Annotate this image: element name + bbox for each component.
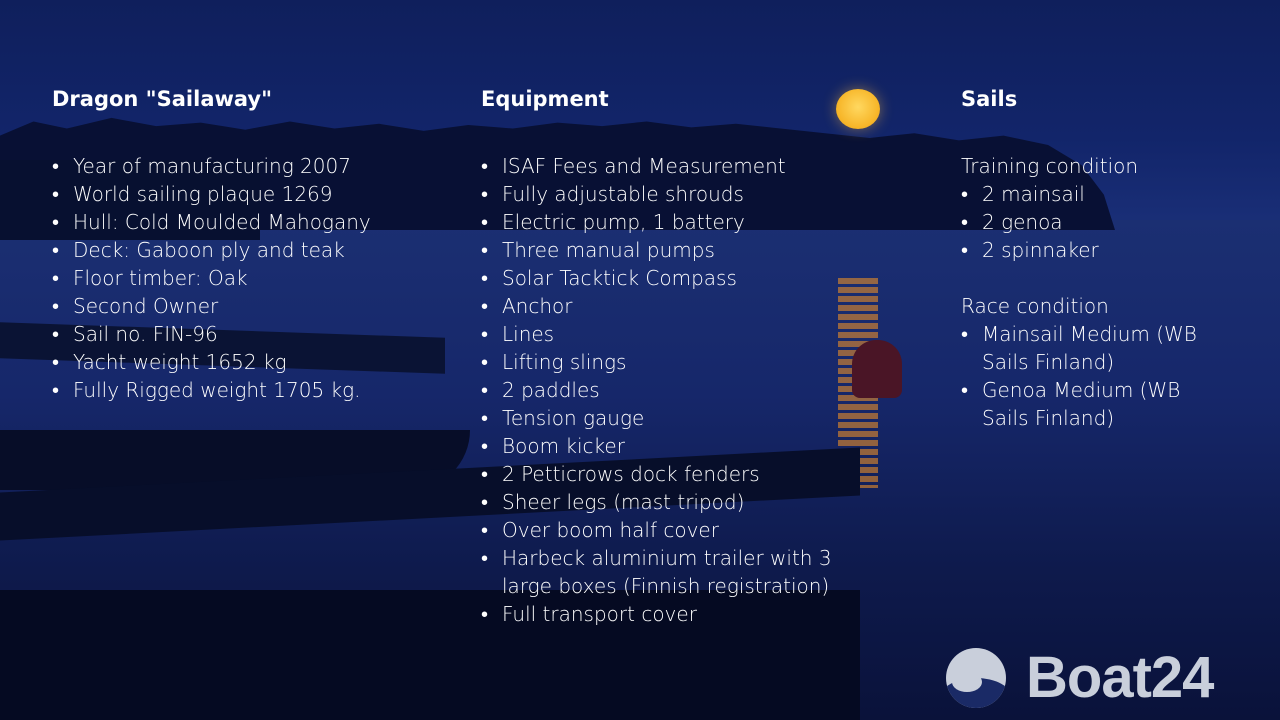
boat-name-heading: Dragon "Sailaway" xyxy=(52,87,273,111)
training-sails-list xyxy=(961,180,1241,264)
boat-details-column xyxy=(52,86,452,404)
list-item: • Three manual pumps xyxy=(481,236,881,264)
sails-heading: Sails xyxy=(961,87,1018,111)
list-item: • ISAF Fees and Measurement xyxy=(481,152,881,180)
race-condition-label: Race condition xyxy=(961,294,1109,318)
list-item: • Hull: Cold Moulded Mahogany xyxy=(52,208,452,236)
list-item: • 2 spinnaker xyxy=(961,236,1241,264)
list-item: • Lifting slings xyxy=(481,348,881,376)
wave-logo-icon xyxy=(946,648,1006,708)
list-item: • Genoa Medium (WB Sails Finland) xyxy=(961,376,1212,432)
list-item: • Lines xyxy=(481,320,881,348)
list-item: • Full transport cover xyxy=(481,600,881,628)
boat-details-list xyxy=(52,152,452,404)
race-sails-list xyxy=(961,320,1241,432)
list-item: • Tension gauge xyxy=(481,404,881,432)
list-item: • 2 genoa xyxy=(961,208,1241,236)
list-item: • Harbeck aluminium trailer with 3 large boxes (Finnish registration) xyxy=(481,544,832,600)
sails-column xyxy=(961,86,1241,432)
list-item: • 2 Petticrows dock fenders xyxy=(481,460,881,488)
training-condition-label: Training condition xyxy=(961,154,1139,178)
list-item: • Electric pump, 1 battery xyxy=(481,208,881,236)
list-item: • 2 mainsail xyxy=(961,180,1241,208)
list-item: • World sailing plaque 1269 xyxy=(52,180,452,208)
list-item: • 2 paddles xyxy=(481,376,881,404)
list-item: • Second Owner xyxy=(52,292,452,320)
list-item: • Fully Rigged weight 1705 kg. xyxy=(52,376,452,404)
equipment-list xyxy=(481,152,881,628)
list-item: • Deck: Gaboon ply and teak xyxy=(52,236,452,264)
list-item: • Boom kicker xyxy=(481,432,881,460)
equipment-column xyxy=(481,86,881,628)
list-item: • Solar Tacktick Compass xyxy=(481,264,881,292)
list-item: • Yacht weight 1652 kg xyxy=(52,348,452,376)
list-item: • Fully adjustable shrouds xyxy=(481,180,881,208)
list-item: • Sheer legs (mast tripod) xyxy=(481,488,881,516)
list-item: • Over boom half cover xyxy=(481,516,881,544)
list-item: • Sail no. FIN-96 xyxy=(52,320,452,348)
brand-name: Boat24 xyxy=(1026,645,1214,710)
brand-logo xyxy=(946,644,1213,711)
list-item: • Anchor xyxy=(481,292,881,320)
list-item: • Year of manufacturing 2007 xyxy=(52,152,452,180)
list-item: • Mainsail Medium (WB Sails Finland) xyxy=(961,320,1212,376)
list-item: • Floor timber: Oak xyxy=(52,264,452,292)
equipment-heading: Equipment xyxy=(481,87,609,111)
spacer xyxy=(961,264,1241,292)
